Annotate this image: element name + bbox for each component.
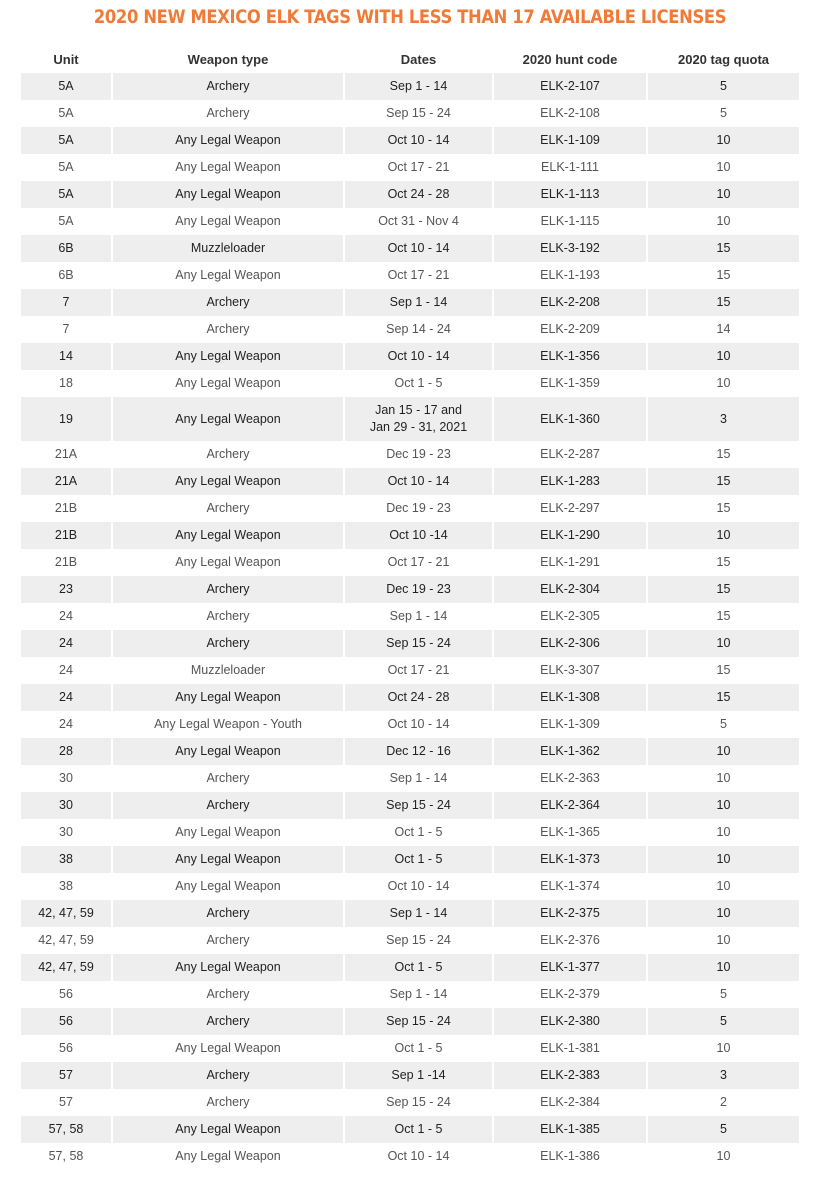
cell-tag-quota: 15 — [648, 684, 799, 711]
cell-weapon-type: Any Legal Weapon — [113, 738, 343, 765]
table-row — [21, 765, 799, 792]
table-row — [21, 1089, 799, 1116]
cell-weapon-type: Archery — [206, 501, 250, 515]
cell-dates: Oct 17 - 21 — [387, 268, 450, 282]
cell-unit: 21B — [21, 522, 111, 549]
cell-unit: 57, 58 — [21, 1116, 111, 1143]
cell-dates: Sep 1 - 14 — [345, 900, 492, 927]
cell-unit: 21A — [21, 468, 111, 495]
cell-weapon-type: Any Legal Weapon — [175, 1149, 281, 1163]
elk-tags-table — [19, 46, 801, 1170]
cell-weapon-type: Any Legal Weapon — [113, 954, 343, 981]
cell-hunt-code: ELK-2-297 — [540, 501, 600, 515]
cell-weapon-type: Any Legal Weapon — [113, 846, 343, 873]
cell-tag-quota: 5 — [648, 73, 799, 100]
cell-tag-quota: 3 — [648, 1062, 799, 1089]
table-row — [21, 873, 799, 900]
cell-tag-quota: 10 — [648, 127, 799, 154]
cell-tag-quota: 10 — [716, 771, 731, 785]
cell-unit: 24 — [59, 663, 73, 677]
cell-weapon-type: Archery — [206, 322, 250, 336]
cell-unit: 5A — [21, 181, 111, 208]
cell-dates: Dec 19 - 23 — [386, 501, 451, 515]
cell-weapon-type: Archery — [206, 1095, 250, 1109]
cell-dates: Sep 15 - 24 — [345, 1008, 492, 1035]
cell-dates: Oct 10 - 14 — [387, 717, 450, 731]
cell-hunt-code: ELK-1-356 — [494, 343, 646, 370]
cell-weapon-type: Any Legal Weapon — [175, 1041, 281, 1055]
cell-weapon-type: Any Legal Weapon — [175, 160, 281, 174]
cell-unit: 42, 47, 59 — [38, 933, 94, 947]
cell-hunt-code: ELK-2-364 — [494, 792, 646, 819]
cell-hunt-code: ELK-1-365 — [540, 825, 600, 839]
cell-weapon-type: Any Legal Weapon — [175, 268, 281, 282]
cell-dates: Oct 10 - 14 — [345, 343, 492, 370]
cell-weapon-type: Any Legal Weapon — [113, 181, 343, 208]
cell-unit: 5A — [58, 160, 74, 174]
table-row — [21, 819, 799, 846]
table-row — [21, 1116, 799, 1143]
cell-hunt-code: ELK-1-193 — [540, 268, 600, 282]
cell-tag-quota: 15 — [716, 501, 731, 515]
table-row — [21, 1008, 799, 1035]
cell-tag-quota: 10 — [648, 181, 799, 208]
cell-unit: 7 — [62, 322, 70, 336]
cell-hunt-code: ELK-2-306 — [494, 630, 646, 657]
cell-dates: Oct 1 - 5 — [345, 1116, 492, 1143]
cell-tag-quota: 15 — [716, 555, 731, 569]
table-row — [21, 495, 799, 522]
cell-hunt-code: ELK-1-374 — [540, 879, 600, 893]
cell-unit: 18 — [59, 376, 73, 390]
column-header-hunt-code: 2020 hunt code — [522, 52, 618, 67]
table-row — [21, 127, 799, 154]
cell-unit: 56 — [21, 1008, 111, 1035]
cell-tag-quota: 15 — [716, 663, 731, 677]
table-row — [21, 846, 799, 873]
table-row — [21, 684, 799, 711]
table-body — [21, 73, 799, 1170]
cell-weapon-type: Any Legal Weapon — [113, 397, 343, 441]
table-row — [21, 343, 799, 370]
table-row — [21, 657, 799, 684]
cell-unit: 7 — [21, 289, 111, 316]
cell-dates: Sep 15 - 24 — [345, 792, 492, 819]
cell-weapon-type: Any Legal Weapon — [113, 522, 343, 549]
cell-hunt-code: ELK-1-115 — [540, 214, 600, 228]
cell-weapon-type: Muzzleloader — [190, 663, 266, 677]
table-row — [21, 262, 799, 289]
table-row — [21, 603, 799, 630]
cell-weapon-type: Archery — [206, 447, 250, 461]
cell-tag-quota: 10 — [716, 160, 731, 174]
table-row — [21, 576, 799, 603]
cell-dates: Oct 1 - 5 — [394, 1041, 443, 1055]
cell-hunt-code: ELK-2-304 — [494, 576, 646, 603]
cell-tag-quota: 10 — [716, 1149, 731, 1163]
cell-tag-quota: 10 — [716, 376, 731, 390]
cell-weapon-type: Archery — [113, 630, 343, 657]
cell-weapon-type: Archery — [206, 987, 250, 1001]
cell-tag-quota: 10 — [648, 846, 799, 873]
table-row — [21, 711, 799, 738]
cell-tag-quota: 10 — [716, 214, 731, 228]
cell-hunt-code: ELK-1-386 — [540, 1149, 600, 1163]
cell-unit: 21B — [54, 501, 78, 515]
cell-weapon-type: Any Legal Weapon — [113, 684, 343, 711]
table-row — [21, 100, 799, 127]
cell-hunt-code: ELK-1-385 — [494, 1116, 646, 1143]
cell-tag-quota: 10 — [648, 630, 799, 657]
cell-dates: Oct 31 - Nov 4 — [378, 214, 459, 228]
cell-hunt-code: ELK-2-379 — [540, 987, 600, 1001]
cell-hunt-code: ELK-1-291 — [540, 555, 600, 569]
cell-hunt-code: ELK-2-380 — [494, 1008, 646, 1035]
cell-dates: Oct 10 - 14 — [387, 879, 450, 893]
cell-weapon-type: Any Legal Weapon - Youth — [154, 717, 302, 731]
cell-dates: Sep 1 - 14 — [389, 771, 448, 785]
table-row — [21, 630, 799, 657]
cell-dates: Jan 15 - 17 and Jan 29 - 31, 2021 — [345, 397, 492, 441]
cell-hunt-code: ELK-2-208 — [494, 289, 646, 316]
cell-unit: 6B — [58, 268, 74, 282]
table-row — [21, 441, 799, 468]
cell-weapon-type: Archery — [113, 576, 343, 603]
cell-unit: 24 — [59, 609, 73, 623]
cell-tag-quota: 10 — [648, 343, 799, 370]
cell-hunt-code: ELK-2-376 — [540, 933, 600, 947]
cell-hunt-code: ELK-2-107 — [494, 73, 646, 100]
column-header-unit: Unit — [53, 52, 79, 67]
cell-hunt-code: ELK-1-377 — [494, 954, 646, 981]
cell-hunt-code: ELK-2-108 — [540, 106, 600, 120]
cell-unit: 56 — [59, 1041, 73, 1055]
cell-weapon-type: Archery — [113, 1008, 343, 1035]
table-row — [21, 468, 799, 495]
cell-tag-quota: 5 — [720, 106, 727, 120]
cell-weapon-type: Any Legal Weapon — [175, 555, 281, 569]
cell-hunt-code: ELK-2-375 — [494, 900, 646, 927]
cell-dates: Dec 12 - 16 — [345, 738, 492, 765]
table-row — [21, 1143, 799, 1170]
cell-tag-quota: 2 — [720, 1095, 727, 1109]
cell-hunt-code: ELK-1-113 — [494, 181, 646, 208]
cell-hunt-code: ELK-2-305 — [540, 609, 600, 623]
table-row — [21, 154, 799, 181]
table-row — [21, 208, 799, 235]
cell-unit: 21B — [54, 555, 78, 569]
cell-dates: Oct 17 - 21 — [387, 160, 450, 174]
cell-tag-quota: 10 — [716, 825, 731, 839]
cell-weapon-type: Any Legal Weapon — [175, 879, 281, 893]
cell-unit: 19 — [21, 397, 111, 441]
cell-weapon-type: Any Legal Weapon — [113, 127, 343, 154]
cell-tag-quota: 15 — [648, 576, 799, 603]
table-row — [21, 235, 799, 262]
cell-dates: Oct 10 -14 — [345, 522, 492, 549]
table-row — [21, 792, 799, 819]
cell-unit: 57 — [59, 1095, 73, 1109]
cell-hunt-code: ELK-1-290 — [494, 522, 646, 549]
table-row — [21, 316, 799, 343]
cell-weapon-type: Archery — [113, 73, 343, 100]
cell-dates: Oct 1 - 5 — [394, 825, 443, 839]
cell-dates: Oct 1 - 5 — [345, 954, 492, 981]
cell-unit: 28 — [21, 738, 111, 765]
table-row — [21, 549, 799, 576]
cell-tag-quota: 15 — [716, 268, 731, 282]
cell-tag-quota: 5 — [648, 1008, 799, 1035]
cell-weapon-type: Any Legal Weapon — [175, 376, 281, 390]
table-row — [21, 954, 799, 981]
cell-unit: 38 — [21, 846, 111, 873]
cell-tag-quota: 10 — [648, 522, 799, 549]
table-row — [21, 289, 799, 316]
cell-dates: Dec 19 - 23 — [386, 447, 451, 461]
cell-tag-quota: 10 — [716, 879, 731, 893]
cell-dates: Sep 1 - 14 — [345, 289, 492, 316]
cell-hunt-code: ELK-1-309 — [540, 717, 600, 731]
cell-hunt-code: ELK-1-360 — [494, 397, 646, 441]
cell-weapon-type: Archery — [113, 900, 343, 927]
cell-dates: Oct 10 - 14 — [345, 235, 492, 262]
cell-hunt-code: ELK-2-363 — [540, 771, 600, 785]
cell-hunt-code: ELK-1-359 — [540, 376, 600, 390]
cell-tag-quota: 14 — [716, 322, 731, 336]
cell-hunt-code: ELK-1-373 — [494, 846, 646, 873]
cell-unit: 30 — [59, 771, 73, 785]
table-row — [21, 1062, 799, 1089]
cell-tag-quota: 10 — [648, 792, 799, 819]
cell-unit: 24 — [21, 630, 111, 657]
cell-tag-quota: 5 — [720, 987, 727, 1001]
cell-tag-quota: 5 — [720, 717, 727, 731]
cell-unit: 42, 47, 59 — [21, 954, 111, 981]
cell-dates: Sep 14 - 24 — [386, 322, 451, 336]
cell-hunt-code: ELK-2-383 — [494, 1062, 646, 1089]
cell-dates: Sep 1 - 14 — [345, 73, 492, 100]
cell-tag-quota: 15 — [648, 289, 799, 316]
cell-dates: Oct 10 - 14 — [345, 127, 492, 154]
cell-weapon-type: Any Legal Weapon — [113, 468, 343, 495]
cell-dates: Oct 17 - 21 — [387, 663, 450, 677]
cell-dates: Oct 1 - 5 — [345, 846, 492, 873]
cell-dates: Oct 1 - 5 — [394, 376, 443, 390]
cell-hunt-code: ELK-1-111 — [541, 160, 599, 174]
table-row — [21, 927, 799, 954]
column-header-dates: Dates — [400, 52, 437, 67]
cell-hunt-code: ELK-2-384 — [540, 1095, 600, 1109]
cell-unit: 38 — [59, 879, 73, 893]
cell-dates: Oct 24 - 28 — [345, 684, 492, 711]
cell-unit: 5A — [21, 127, 111, 154]
cell-tag-quota: 15 — [648, 235, 799, 262]
cell-unit: 30 — [59, 825, 73, 839]
cell-weapon-type: Any Legal Weapon — [113, 343, 343, 370]
cell-dates: Sep 1 - 14 — [389, 609, 448, 623]
cell-weapon-type: Archery — [206, 933, 250, 947]
cell-hunt-code: ELK-3-192 — [494, 235, 646, 262]
table-row — [21, 981, 799, 1008]
cell-dates: Oct 17 - 21 — [387, 555, 450, 569]
cell-tag-quota: 10 — [648, 954, 799, 981]
column-header-tag-quota: 2020 tag quota — [677, 52, 770, 67]
table-header-row — [21, 46, 799, 73]
cell-tag-quota: 3 — [648, 397, 799, 441]
cell-hunt-code: ELK-1-308 — [494, 684, 646, 711]
cell-dates: Sep 15 - 24 — [386, 1095, 451, 1109]
cell-unit: 56 — [59, 987, 73, 1001]
cell-weapon-type: Archery — [206, 106, 250, 120]
cell-hunt-code: ELK-1-283 — [494, 468, 646, 495]
cell-dates: Sep 15 - 24 — [345, 630, 492, 657]
cell-tag-quota: 15 — [648, 468, 799, 495]
cell-unit: 5A — [21, 73, 111, 100]
table-row — [21, 738, 799, 765]
cell-tag-quota: 10 — [716, 933, 731, 947]
table-row — [21, 1035, 799, 1062]
cell-unit: 14 — [21, 343, 111, 370]
table-row — [21, 181, 799, 208]
cell-dates: Oct 10 - 14 — [387, 1149, 450, 1163]
cell-unit: 6B — [21, 235, 111, 262]
cell-tag-quota: 10 — [648, 738, 799, 765]
cell-weapon-type: Any Legal Weapon — [113, 1116, 343, 1143]
cell-unit: 30 — [21, 792, 111, 819]
cell-dates: Oct 10 - 14 — [345, 468, 492, 495]
cell-hunt-code: ELK-1-109 — [494, 127, 646, 154]
table-row — [21, 900, 799, 927]
cell-weapon-type: Archery — [206, 771, 250, 785]
cell-tag-quota: 15 — [716, 447, 731, 461]
cell-dates: Sep 1 - 14 — [389, 987, 448, 1001]
cell-dates: Dec 19 - 23 — [345, 576, 492, 603]
table-row — [21, 370, 799, 397]
cell-weapon-type: Archery — [113, 1062, 343, 1089]
column-header-weapon-type: Weapon type — [187, 52, 269, 67]
cell-unit: 57, 58 — [48, 1149, 84, 1163]
cell-tag-quota: 5 — [648, 1116, 799, 1143]
cell-weapon-type: Archery — [113, 792, 343, 819]
cell-unit: 21A — [54, 447, 78, 461]
cell-tag-quota: 10 — [716, 1041, 731, 1055]
table-row — [21, 73, 799, 100]
cell-tag-quota: 10 — [648, 900, 799, 927]
cell-dates: Sep 1 -14 — [345, 1062, 492, 1089]
cell-dates: Sep 15 - 24 — [386, 106, 451, 120]
cell-unit: 57 — [21, 1062, 111, 1089]
cell-hunt-code: ELK-1-362 — [494, 738, 646, 765]
cell-weapon-type: Archery — [113, 289, 343, 316]
cell-unit: 5A — [58, 106, 74, 120]
cell-dates: Sep 15 - 24 — [386, 933, 451, 947]
cell-weapon-type: Any Legal Weapon — [175, 825, 281, 839]
cell-hunt-code: ELK-2-287 — [540, 447, 600, 461]
cell-unit: 42, 47, 59 — [21, 900, 111, 927]
table-row — [21, 397, 799, 441]
cell-weapon-type: Archery — [206, 609, 250, 623]
cell-hunt-code: ELK-2-209 — [540, 322, 600, 336]
cell-hunt-code: ELK-1-381 — [540, 1041, 600, 1055]
cell-dates: Oct 24 - 28 — [345, 181, 492, 208]
cell-weapon-type: Muzzleloader — [113, 235, 343, 262]
cell-unit: 5A — [58, 214, 74, 228]
cell-weapon-type: Any Legal Weapon — [175, 214, 281, 228]
cell-unit: 24 — [59, 717, 73, 731]
cell-unit: 24 — [21, 684, 111, 711]
table-row — [21, 522, 799, 549]
cell-hunt-code: ELK-3-307 — [540, 663, 600, 677]
cell-unit: 23 — [21, 576, 111, 603]
page-title: 2020 NEW MEXICO ELK TAGS WITH LESS THAN 17 AVAILABLE LICENSES — [93, 6, 727, 28]
cell-tag-quota: 15 — [716, 609, 731, 623]
